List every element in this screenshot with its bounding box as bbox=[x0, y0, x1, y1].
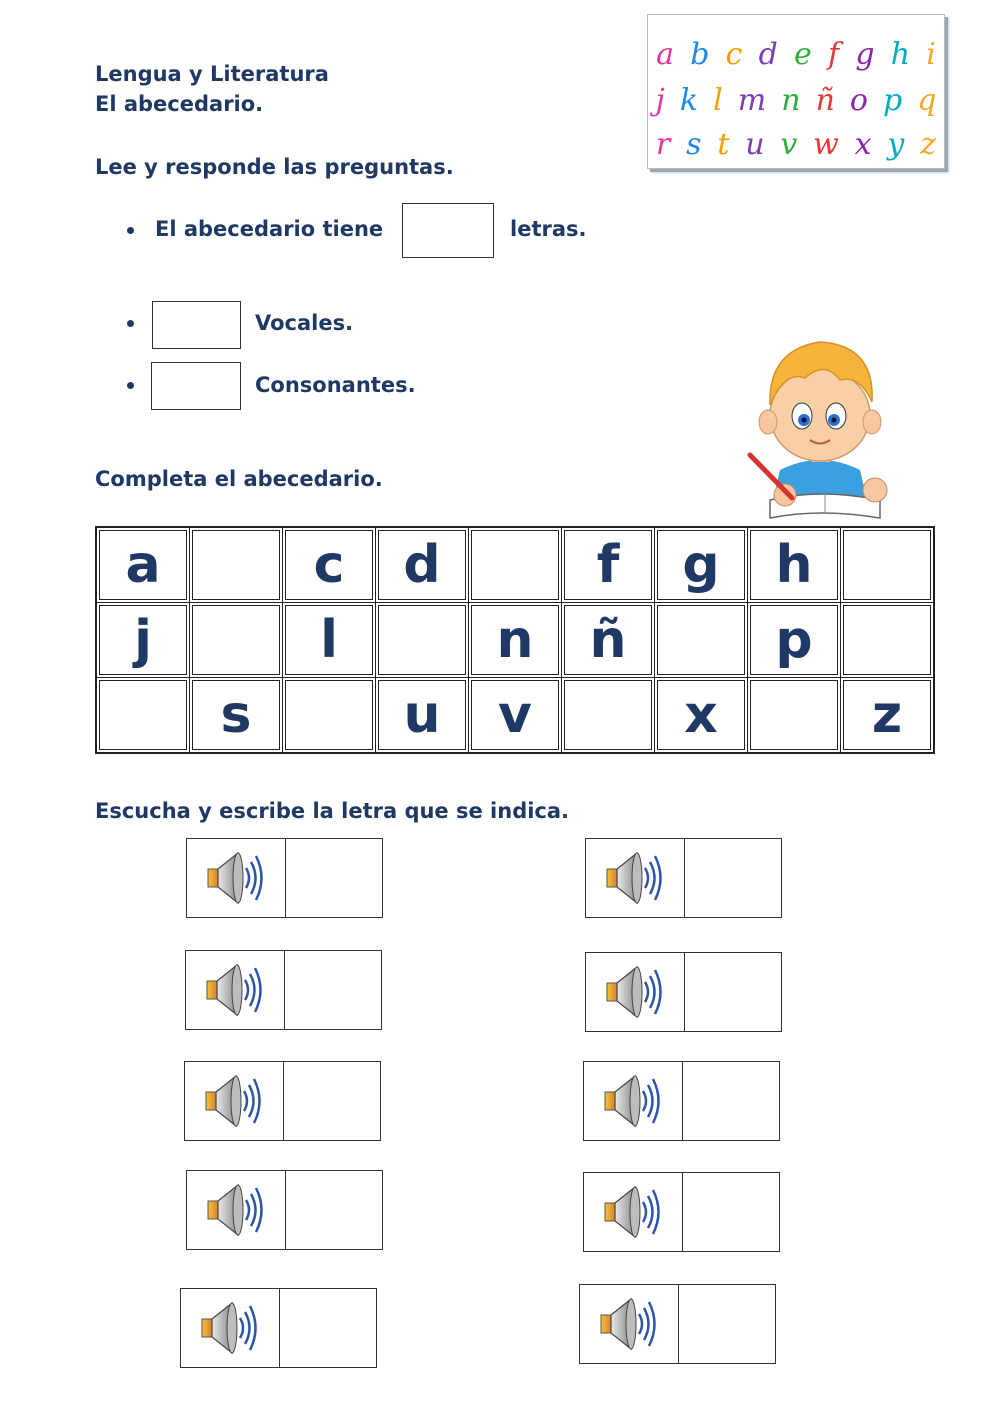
speaker-icon[interactable] bbox=[584, 1173, 683, 1251]
grid-letter-cell: v bbox=[469, 678, 562, 754]
grid-letter-cell: ñ bbox=[562, 603, 655, 678]
alphabet-card-letter: j bbox=[655, 83, 665, 118]
grid-row bbox=[96, 678, 934, 754]
grid-row bbox=[96, 527, 934, 603]
grid-letter-cell: h bbox=[748, 527, 841, 603]
alphabet-card-letter: b bbox=[690, 37, 710, 72]
alphabet-card-letter: t bbox=[717, 127, 730, 162]
answer-input-box[interactable] bbox=[286, 839, 382, 917]
answer-input-box[interactable] bbox=[683, 1062, 779, 1140]
alphabet-card-letter: n bbox=[781, 83, 801, 118]
alphabet-card-letter: c bbox=[725, 37, 743, 72]
grid-letter-cell: d bbox=[376, 527, 469, 603]
grid-blank-cell[interactable] bbox=[469, 527, 562, 603]
subject-title: Lengua y Literatura bbox=[95, 62, 329, 86]
alphabet-card-letter: v bbox=[780, 127, 798, 162]
listen-write-row bbox=[583, 1061, 780, 1141]
alphabet-card-letter: k bbox=[679, 83, 699, 118]
grid-blank-cell[interactable] bbox=[655, 603, 748, 678]
alphabet-card-letter: l bbox=[713, 83, 723, 118]
grid-blank-cell[interactable] bbox=[562, 678, 655, 754]
instruction-complete-alphabet: Completa el abecedario. bbox=[95, 467, 383, 491]
alphabet-card-letter: d bbox=[758, 37, 778, 72]
listen-write-row bbox=[579, 1284, 776, 1364]
speaker-icon[interactable] bbox=[186, 951, 285, 1029]
speaker-icon[interactable] bbox=[185, 1062, 284, 1140]
listen-write-row bbox=[186, 838, 383, 918]
letters-count-input[interactable] bbox=[402, 203, 494, 258]
alphabet-card-letter: x bbox=[854, 127, 872, 162]
alphabet-card-letter: y bbox=[887, 127, 905, 162]
answer-input-box[interactable] bbox=[685, 839, 781, 917]
grid-blank-cell[interactable] bbox=[190, 527, 283, 603]
listen-write-row bbox=[180, 1288, 377, 1368]
bullet bbox=[127, 382, 134, 389]
bullet bbox=[127, 320, 134, 327]
grid-blank-cell[interactable] bbox=[190, 603, 283, 678]
answer-input-box[interactable] bbox=[679, 1285, 775, 1363]
grid-blank-cell[interactable] bbox=[841, 603, 935, 678]
alphabet-card-letter: g bbox=[855, 37, 875, 72]
alphabet-row-2 bbox=[648, 83, 944, 118]
alphabet-grid bbox=[95, 526, 935, 754]
alphabet-row-1 bbox=[648, 37, 944, 72]
speaker-icon[interactable] bbox=[187, 1171, 286, 1249]
alphabet-card-letter: o bbox=[849, 83, 868, 118]
grid-letter-cell: u bbox=[376, 678, 469, 754]
speaker-icon[interactable] bbox=[580, 1285, 679, 1363]
alphabet-card-letter: f bbox=[828, 37, 840, 72]
listen-write-row bbox=[185, 950, 382, 1030]
speaker-icon[interactable] bbox=[187, 839, 286, 917]
alphabet-card-letter: ñ bbox=[815, 83, 835, 118]
answer-input-box[interactable] bbox=[284, 1062, 380, 1140]
listen-write-row bbox=[585, 952, 782, 1032]
alphabet-card-letter: q bbox=[917, 83, 937, 118]
boy-writing-illustration bbox=[740, 330, 900, 525]
question-letters-label: El abecedario tiene bbox=[155, 217, 384, 241]
alphabet-card-letter: s bbox=[686, 127, 702, 162]
grid-blank-cell[interactable] bbox=[283, 678, 376, 754]
answer-input-box[interactable] bbox=[683, 1173, 779, 1251]
listen-write-row bbox=[583, 1172, 780, 1252]
alphabet-card-letter: w bbox=[813, 127, 839, 162]
topic-title: El abecedario. bbox=[95, 92, 264, 116]
question-letters-suffix: letras. bbox=[510, 217, 587, 241]
grid-blank-cell[interactable] bbox=[376, 603, 469, 678]
grid-letter-cell: p bbox=[748, 603, 841, 678]
grid-letter-cell: s bbox=[190, 678, 283, 754]
bullet bbox=[127, 227, 134, 234]
listen-write-row bbox=[585, 838, 782, 918]
alphabet-card-letter: m bbox=[737, 83, 767, 118]
alphabet-card-letter: p bbox=[883, 83, 903, 118]
grid-blank-cell[interactable] bbox=[841, 527, 935, 603]
consonants-label: Consonantes. bbox=[255, 373, 416, 397]
instruction-listen-write: Escucha y escribe la letra que se indica. bbox=[95, 799, 570, 823]
listen-write-row bbox=[186, 1170, 383, 1250]
grid-blank-cell[interactable] bbox=[748, 678, 841, 754]
consonants-count-input[interactable] bbox=[151, 362, 241, 410]
grid-letter-cell: c bbox=[283, 527, 376, 603]
answer-input-box[interactable] bbox=[280, 1289, 376, 1367]
vowels-count-input[interactable] bbox=[152, 301, 241, 349]
speaker-icon[interactable] bbox=[586, 953, 685, 1031]
answer-input-box[interactable] bbox=[685, 953, 781, 1031]
grid-letter-cell: j bbox=[96, 603, 190, 678]
alphabet-card-letter: u bbox=[745, 127, 765, 162]
listen-write-row bbox=[184, 1061, 381, 1141]
grid-letter-cell: f bbox=[562, 527, 655, 603]
speaker-icon[interactable] bbox=[584, 1062, 683, 1140]
alphabet-card-letter: e bbox=[794, 37, 812, 72]
alphabet-card-letter: r bbox=[655, 127, 671, 162]
alphabet-card-image bbox=[647, 14, 945, 169]
speaker-icon[interactable] bbox=[586, 839, 685, 917]
grid-letter-cell: a bbox=[96, 527, 190, 603]
alphabet-card-letter: i bbox=[926, 37, 936, 72]
speaker-icon[interactable] bbox=[181, 1289, 280, 1367]
instruction-read-answer: Lee y responde las preguntas. bbox=[95, 155, 454, 179]
grid-letter-cell: n bbox=[469, 603, 562, 678]
grid-row bbox=[96, 603, 934, 678]
grid-letter-cell: x bbox=[655, 678, 748, 754]
vowels-label: Vocales. bbox=[255, 311, 354, 335]
answer-input-box[interactable] bbox=[286, 1171, 382, 1249]
grid-letter-cell: l bbox=[283, 603, 376, 678]
grid-letter-cell: z bbox=[841, 678, 935, 754]
grid-blank-cell[interactable] bbox=[96, 678, 190, 754]
alphabet-row-3 bbox=[648, 127, 944, 162]
answer-input-box[interactable] bbox=[285, 951, 381, 1029]
grid-letter-cell: g bbox=[655, 527, 748, 603]
alphabet-card-letter: a bbox=[656, 37, 674, 72]
alphabet-card-letter: z bbox=[920, 127, 936, 162]
alphabet-card-letter: h bbox=[890, 37, 911, 72]
